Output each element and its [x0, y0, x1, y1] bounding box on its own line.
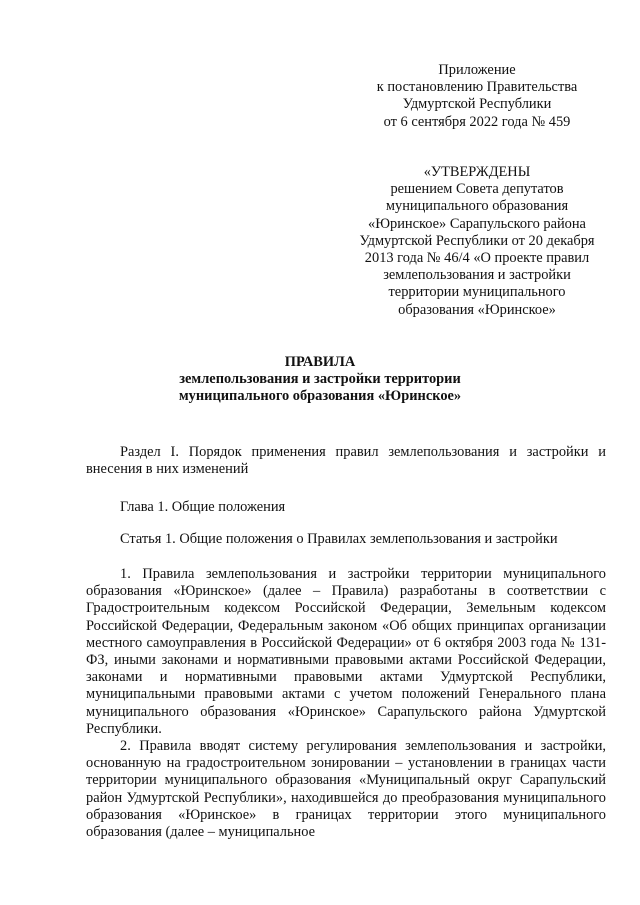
- approval-line: образования «Юринское»: [398, 301, 556, 318]
- approval-line: «УТВЕРЖДЕНЫ: [423, 164, 531, 180]
- section-heading: Раздел I. Порядок применения правил землепользования и застройки и внесения в них изменений: [86, 444, 606, 478]
- appendix-line: к постановлению Правительства: [376, 79, 578, 96]
- approval-line: муниципального образования: [385, 198, 569, 215]
- paragraph-1: 1. Правила землепользования и застройки территории муниципального образования «Юринское» (далее – Правила) разработаны в соответствии с Градостроительным кодексом Российской Федерации, Земельным кодексом Российской Федерации, Федеральным законом «Об общих принципах организации местного самоуправления в Российской Федерации» от 6 октября 2003 года № 131-ФЗ, иными законами и нормативными правовыми актами Российской Федерации, законами и нормативными правовыми актами Удмуртской Республики, муниципальными правовыми актами с учетом положений Генерального плана муниципального образования «Юринское» Сарапульского района Удмуртской Республики.: [86, 566, 606, 737]
- appendix-header: [362, 62, 592, 131]
- document-title: [120, 354, 520, 406]
- chapter-heading: Глава 1. Общие положения: [120, 499, 286, 515]
- approval-line: решением Совета депутатов: [390, 181, 564, 198]
- approval-block: [340, 164, 614, 319]
- appendix-line: Приложение: [438, 62, 516, 78]
- appendix-line: Удмуртской Республики: [402, 96, 552, 113]
- paragraph-2: 2. Правила вводят систему регулирования землепользования и застройки, основанную на градостроительном зонировании – установлении в границах части территории муниципального образования «Муниципальный округ Сарапульский район Удмуртской Республики», находившейся до преобразования муниципального образования «Юринское» в границах территории этого муниципального образования (далее – муниципальное: [86, 738, 606, 841]
- appendix-line: от 6 сентября 2022 года № 459: [383, 113, 571, 130]
- title-line: землепользования и застройки территории: [179, 371, 461, 388]
- article-heading: Статья 1. Общие положения о Правилах землепользования и застройки: [120, 531, 558, 547]
- approval-line: 2013 года № 46/4 «О проекте правил: [364, 250, 590, 267]
- title-line: муниципального образования «Юринское»: [178, 388, 462, 405]
- approval-line: землепользования и застройки: [383, 267, 571, 284]
- approval-line: «Юринское» Сарапульского района: [368, 215, 586, 232]
- approval-line: территории муниципального: [388, 284, 566, 301]
- approval-line: Удмуртской Республики от 20 декабря: [359, 232, 595, 249]
- title-line: ПРАВИЛА: [284, 354, 356, 370]
